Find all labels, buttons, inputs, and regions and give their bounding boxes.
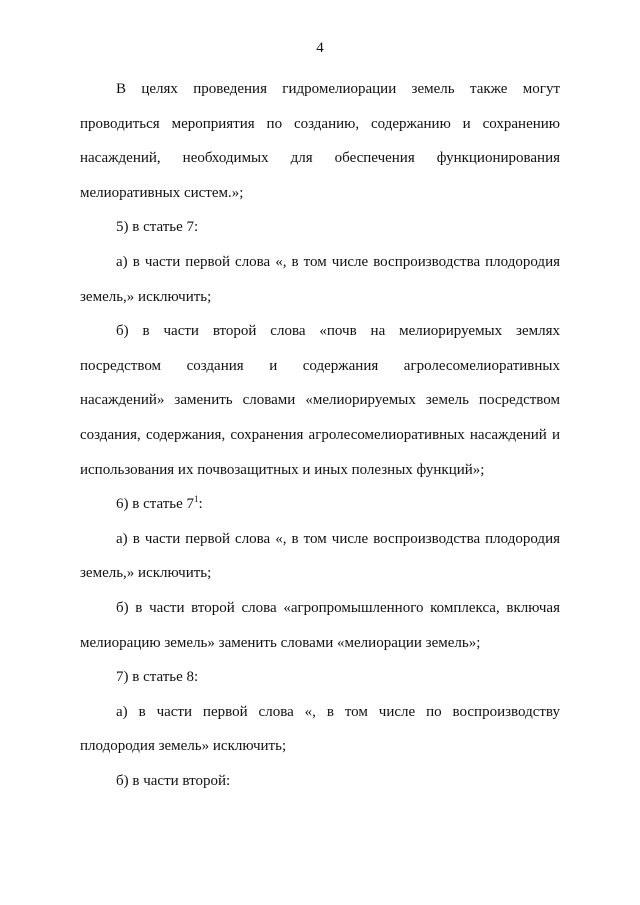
article-heading-text: 6) в статье 7: [116, 496, 195, 513]
paragraph-line: насаждений, необходимых для обеспечения функционирования: [80, 150, 560, 167]
paragraph-line: насаждений» заменить словами «мелиорируемых земель посредством: [80, 392, 560, 409]
document-body: [80, 79, 560, 805]
paragraph-line: В целях проведения гидромелиорации земель также могут: [116, 81, 560, 97]
paragraph-line: посредством создания и содержания агролесомелиоративных: [80, 357, 560, 374]
paragraph-line: создания, содержания, сохранения агролесомелиоративных насаждений и: [80, 426, 560, 443]
paragraph-line: б) в части второй слова «почв на мелиорируемых землях: [116, 323, 560, 340]
superscript-number: 1: [194, 494, 199, 505]
paragraph-line: мелиорацию земель» заменить словами «мелиорации земель»;: [80, 634, 481, 651]
paragraph-line: а) в части первой слова «, в том числе воспроизводства плодородия: [116, 253, 560, 270]
article-heading: 5) в статье 7:: [116, 219, 199, 236]
page-number: 4: [316, 40, 324, 56]
article-heading: [80, 494, 560, 529]
article-heading: 7) в статье 8:: [116, 669, 199, 686]
paragraph-line: плодородия земель» исключить;: [80, 738, 287, 755]
paragraph-line: б) в части второй:: [116, 772, 231, 789]
paragraph-line: мелиоративных систем.»;: [80, 184, 244, 201]
paragraph-line: земель,» исключить;: [80, 565, 212, 582]
article-heading-colon: :: [198, 496, 203, 513]
paragraph-line: а) в части первой слова «, в том числе воспроизводства плодородия: [116, 530, 560, 547]
paragraph-line: использования их почвозащитных и иных полезных функций»;: [80, 461, 485, 478]
paragraph-line: проводиться мероприятия по созданию, содержанию и сохранению: [80, 115, 560, 132]
paragraph-line: земель,» исключить;: [80, 288, 212, 305]
paragraph-line: а) в части первой слова «, в том числе по воспроизводству: [116, 703, 560, 720]
paragraph-line: б) в части второй слова «агропромышленного комплекса, включая: [116, 599, 560, 616]
